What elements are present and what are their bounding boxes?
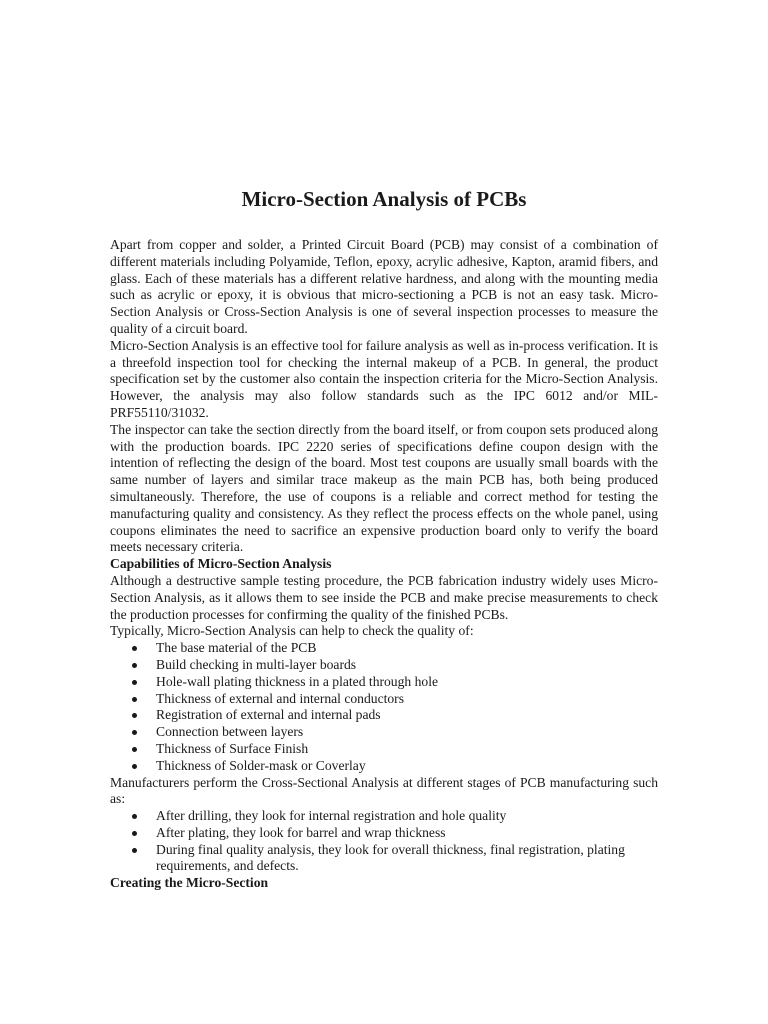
- bullet-icon: [132, 713, 137, 718]
- list-item-text: Thickness of Solder-mask or Coverlay: [156, 757, 366, 773]
- list-item: [110, 691, 658, 708]
- document-page: [110, 186, 658, 892]
- list-item-text: The base material of the PCB: [156, 640, 317, 656]
- capabilities-heading: Capabilities of Micro-Section Analysis: [110, 556, 332, 572]
- list-item: [110, 741, 658, 758]
- list-item: [110, 808, 658, 825]
- list-item-text: After plating, they look for barrel and wrap thickness: [156, 824, 446, 840]
- creating-micro-section-heading: Creating the Micro-Section: [110, 875, 269, 891]
- bullet-icon: [132, 764, 137, 769]
- list-item-text: After drilling, they look for internal registration and hole quality: [156, 808, 507, 824]
- bullet-icon: [132, 747, 137, 752]
- list-item: [110, 724, 658, 741]
- list-item-text: Hole-wall plating thickness in a plated through hole: [156, 673, 439, 689]
- list-item: [110, 657, 658, 674]
- list-item-text: Build checking in multi-layer boards: [156, 656, 357, 672]
- list-item: [110, 758, 658, 775]
- bullet-icon: [132, 814, 137, 819]
- list-item-text: During final quality analysis, they look for overall thickness, final registration, plating requirements, and defects.: [156, 841, 625, 874]
- list-item: [110, 825, 658, 842]
- list-item: [110, 707, 658, 724]
- bullet-icon: [132, 697, 137, 702]
- list-item-text: Thickness of external and internal conductors: [156, 690, 404, 706]
- list-item: [110, 640, 658, 657]
- bullet-icon: [132, 730, 137, 735]
- list-item-text: Thickness of Surface Finish: [156, 740, 309, 756]
- bullet-icon: [132, 663, 137, 668]
- list-item: [110, 842, 658, 876]
- intro-paragraph-1: Apart from copper and solder, a Printed Circuit Board (PCB) may consist of a combination of different materials including Polyamide, Teflon, epoxy, acrylic adhesive, Kapton, aramid fibers, and glass. Each of these materials has a different relative hardness, and along with the mounting media such as acrylic or epoxy, it is obvious that micro-sectioning a PCB is not an easy task. Micro-Section Analysis or Cross-Section Analysis is one of several inspection processes to measure the quality of a circuit board.: [110, 237, 658, 336]
- document-title: Micro-Section Analysis of PCBs: [241, 187, 527, 211]
- bullet-icon: [132, 680, 137, 685]
- intro-paragraph-2: Micro-Section Analysis is an effective tool for failure analysis as well as in-process verification. It is a threefold inspection tool for checking the internal makeup of a PCB. In general, the product specification set by the customer also contain the inspection criteria for the Micro-Section Analysis. However, the analysis may also follow standards such as the IPC 6012 and/or MIL-PRF55110/31032.: [110, 337, 658, 420]
- list-item-text: Registration of external and internal pads: [156, 707, 381, 723]
- capabilities-paragraph: Although a destructive sample testing procedure, the PCB fabrication industry widely uses Micro-Section Analysis, as it allows them to see inside the PCB and make precise measurements to check the production processes for confirming the quality of the finished PCBs.: [110, 572, 658, 622]
- bullet-icon: [132, 831, 137, 836]
- list-item-text: Connection between layers: [156, 724, 304, 740]
- capabilities-list-intro: Typically, Micro-Section Analysis can help to check the quality of:: [110, 623, 474, 639]
- bullet-icon: [132, 848, 137, 853]
- bullet-icon: [132, 646, 137, 651]
- manufacturers-list: [110, 808, 658, 875]
- manufacturers-paragraph: Manufacturers perform the Cross-Sectional Analysis at different stages of PCB manufacturing such as:: [110, 774, 658, 807]
- intro-paragraph-3: The inspector can take the section directly from the board itself, or from coupon sets produced along with the production boards. IPC 2220 series of specifications define coupon design with the intention of reflecting the design of the board. Most test coupons are usually small boards with the same number of layers and similar trace makeup as the main PCB has, both being produced simultaneously. Therefore, the use of coupons is a reliable and correct method for testing the manufacturing quality and consistency. As they reflect the process effects on the whole panel, using coupons eliminates the need to sacrifice an expensive production board only to verify the board meets necessary criteria.: [110, 421, 658, 555]
- list-item: [110, 674, 658, 691]
- capabilities-list: [110, 640, 658, 774]
